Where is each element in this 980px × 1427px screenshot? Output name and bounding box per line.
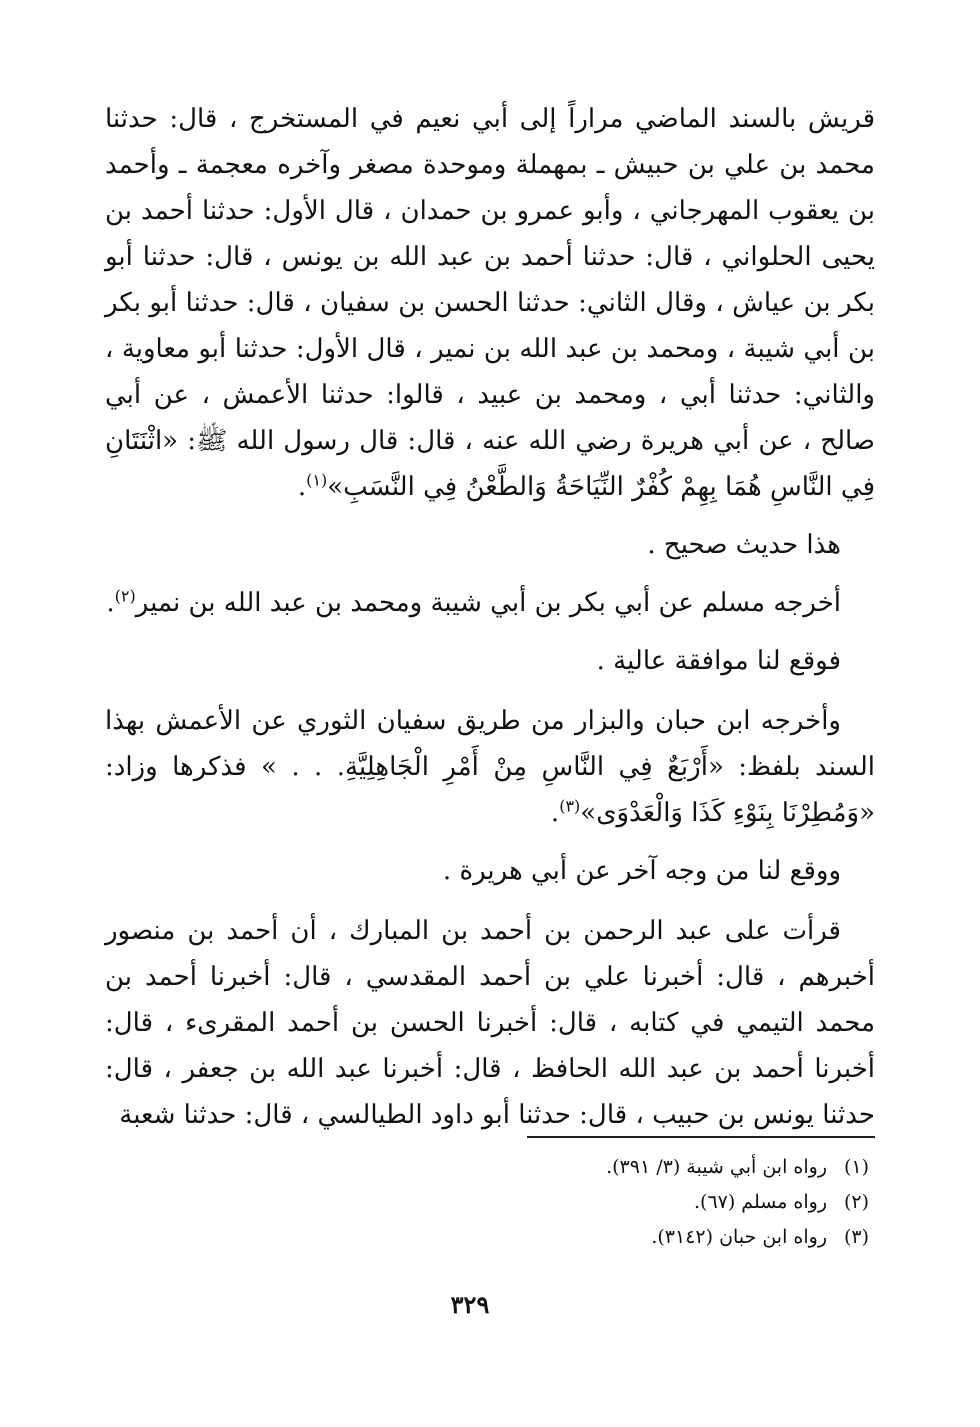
paragraph-text: قريش بالسند الماضي مراراً إلى أبي نعيم في المستخرج ، قال: حدثنا محمد بن علي بن حبيش ـ بمهملة وموحدة مصغر وآخره معجمة ـ وأحمد بن يعقوب المهرجاني ، وأبو عمرو بن حمدان ، قال الأول: حدثنا أحمد بن يحيى الحلواني ، قال: حدثنا أحمد بن عبد الله بن يونس ، قال: حدثنا أبو بكر بن عياش ، وقال الثاني: حدثنا الحسن بن سفيان ، قال: حدثنا أبو بكر بن أبي شيبة ، ومحمد بن عبد الله بن نمير ، قال الأول: حدثنا أبو معاوية ، والثاني: حدثنا أبي ، ومحمد بن عبيد ، قالوا: حدثنا الأعمش ، عن أبي صالح ، عن أبي هريرة رضي الله عنه ، قال: قال رسول الله ﷺ: «اثْنَتَانِ فِي النَّاسِ هُمَا بِهِمْ كُفْرٌ النِّيَاحَةُ وَالطَّعْنُ فِي النَّسَبِ» bbox=[105, 104, 875, 502]
footnote-text: رواه ابن أبي شيبة (٣/ ٣٩١). bbox=[606, 1156, 827, 1178]
page-body bbox=[105, 96, 875, 1138]
paragraph-end: . bbox=[297, 472, 307, 502]
footnote-item bbox=[105, 1150, 875, 1185]
paragraph-end: . bbox=[550, 798, 560, 828]
footnote-separator bbox=[527, 1136, 875, 1138]
footnote-number: (٢) bbox=[843, 1191, 869, 1213]
paragraph-text: ووقع لنا من وجه آخر عن أبي هريرة . bbox=[442, 856, 841, 886]
paragraph-another-route bbox=[105, 848, 875, 894]
paragraph-text: أخرجه مسلم عن أبي بكر بن أبي شيبة ومحمد بن عبد الله بن نمير bbox=[135, 588, 841, 618]
footnote-ref-1[interactable]: (١) bbox=[306, 470, 328, 490]
footnotes bbox=[105, 1150, 875, 1255]
paragraph-end: . bbox=[106, 588, 115, 618]
paragraph-isnad-2 bbox=[105, 908, 875, 1138]
paragraph-takhrij-muslim bbox=[105, 580, 875, 626]
paragraph-text: قرأت على عبد الرحمن بن أحمد بن المبارك ، أن أحمد بن منصور أخبرهم ، قال: أخبرنا علي بن أحمد المقدسي ، قال: أخبرنا أحمد بن محمد التيمي في كتابه ، قال: أخبرنا الحسن بن أحمد المقرىء ، قال: أخبرنا أحمد بن عبد الله الحافظ ، قال: أخبرنا عبد الله بن جعفر ، قال: حدثنا يونس بن حبيب ، قال: حدثنا أبو داود الطيالسي ، قال: حدثنا شعبة bbox=[105, 916, 875, 1130]
paragraph-muwafaqa bbox=[105, 638, 875, 684]
paragraph-ruling bbox=[105, 522, 875, 568]
footnote-item bbox=[105, 1220, 875, 1255]
footnote-ref-3[interactable]: (٣) bbox=[559, 796, 581, 816]
footnote-text: رواه مسلم (٦٧). bbox=[693, 1191, 827, 1213]
paragraph-takhrij-ibn-hibban bbox=[105, 698, 875, 836]
footnote-item bbox=[105, 1185, 875, 1220]
footnote-number: (١) bbox=[843, 1156, 869, 1178]
paragraph-text: هذا حديث صحيح . bbox=[647, 530, 841, 560]
footnote-number: (٣) bbox=[843, 1226, 869, 1248]
paragraph-text: وأخرجه ابن حبان والبزار من طريق سفيان الثوري عن الأعمش بهذا السند بلفظ: «أَرْبَعٌ فِي النَّاسِ مِنْ أَمْرِ الْجَاهِلِيَّةِ. . . » فذكرها وزاد: «وَمُطِرْنَا بِنَوْءِ كَذَا وَالْعَدْوَى» bbox=[105, 706, 875, 828]
footnote-text: رواه ابن حبان (٣١٤٢). bbox=[651, 1226, 827, 1248]
footnote-ref-2[interactable]: (٢) bbox=[114, 586, 136, 606]
paragraph-isnad-1 bbox=[105, 96, 875, 510]
page-number: ٣٢٩ bbox=[450, 1290, 490, 1319]
paragraph-text: فوقع لنا موافقة عالية . bbox=[596, 646, 841, 676]
